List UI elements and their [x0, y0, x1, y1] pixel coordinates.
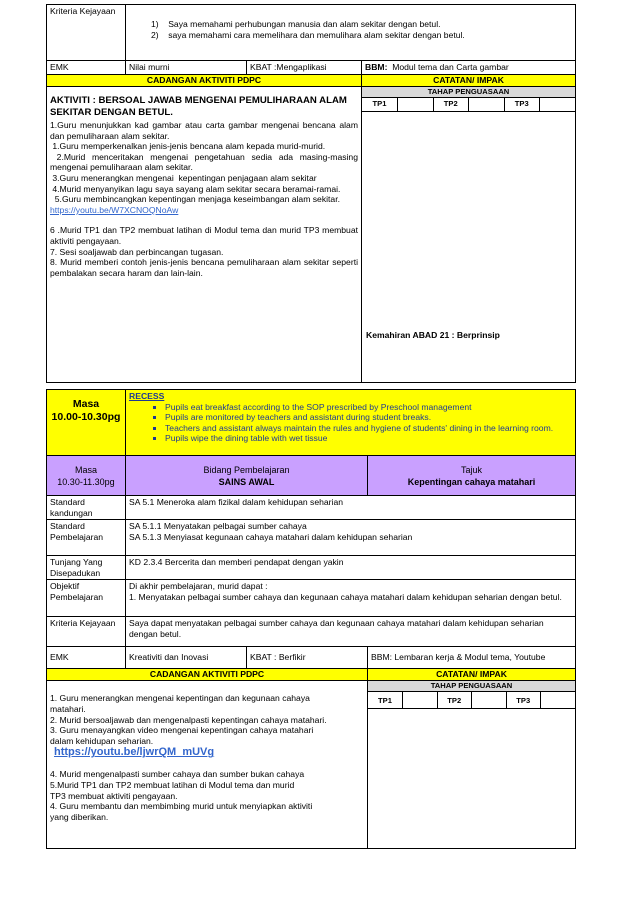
lesson-table-2 — [46, 455, 576, 849]
tajuk-label: Tajuk — [460, 465, 482, 475]
activity-line: 2.Murid menceritakan mengenai pengetahuan sedia ada masing-masing mengenai pemuliharaan alam sekitar. — [50, 151, 361, 173]
row-label: Objektif Pembelajaran — [47, 580, 126, 617]
cadangan-header: CADANGAN AKTIVITI PDPC — [47, 669, 368, 681]
cadangan-header: CADANGAN AKTIVITI PDPC — [47, 75, 362, 87]
bidang-value: SAINS AWAL — [218, 477, 275, 487]
bbm-value: BBM: Lembaran kerja & Modul tema, Youtube — [368, 647, 576, 669]
activity-line: 4. Guru membantu dan membimbing murid untuk menyiapkan aktiviti yang diberikan. — [50, 801, 313, 822]
tp3-box — [541, 692, 576, 708]
recess-table — [46, 389, 576, 456]
kriteria-item: 2) saya memahami cara memelihara dan memulihara alam sekitar dengan betul. — [151, 29, 465, 40]
catatan-header: CATATAN/ IMPAK — [368, 669, 576, 681]
bidang-label: Bidang Pembelajaran — [203, 465, 290, 475]
kbat-value: KBAT :Mengaplikasi — [247, 61, 362, 75]
activity-line: 1.Guru memperkenalkan jenis-jenis bencana alam kepada murid-murid. — [50, 141, 326, 152]
activity-line: 1.Guru menunjukkan kad gambar atau carta gambar mengenai bencana alam dan pemuliharaan alam sekitar. — [50, 120, 358, 141]
row-value: SA 5.1.1 Menyatakan pelbagai sumber cahaya SA 5.1.3 Menyiasat kegunaan cahaya matahari dalam kehidupan seharian — [126, 520, 576, 556]
masa-cell — [47, 456, 126, 496]
aktiviti-cell — [47, 87, 362, 383]
tajuk-value: Kepentingan cahaya matahari — [407, 477, 536, 487]
list-item: ▪ Pupils are monitored by teachers and assistant during student breaks. — [165, 412, 572, 423]
kriteria-cell — [126, 5, 576, 61]
masa-label: Masa — [74, 465, 97, 475]
kbat-value: KBAT : Berfikir — [247, 647, 368, 669]
activity-line: 2. Murid bersoaljawab dan mengenalpasti kepentingan cahaya matahari. — [50, 714, 327, 725]
emk-value: Kreativiti dan Inovasi — [126, 647, 247, 669]
tp2-box — [472, 692, 507, 708]
kriteria-label: Kriteria Kejayaan — [47, 5, 126, 61]
lesson-table-1 — [46, 4, 576, 383]
activity-line: 4.Murid menyanyikan lagu saya sayang alam sekitar secara beramai-ramai. — [50, 183, 341, 194]
catatan-cell — [368, 681, 576, 849]
aktiviti-cell — [47, 681, 368, 849]
spacer — [50, 759, 364, 769]
recess-cell — [126, 390, 576, 456]
tp2-label: TP2 — [437, 692, 472, 708]
bbm-value: Modul tema dan Carta gambar — [387, 62, 509, 72]
catatan-cell — [362, 87, 576, 383]
list-item: ▪ Teachers and assistant always maintain the rules and hygiene of students' dining in the learning room. — [165, 423, 572, 434]
row-value: KD 2.3.4 Bercerita dan memberi pendapat dengan yakin — [126, 556, 576, 580]
activity-line: 8. Murid memberi contoh jenis-jenis bencana pemuliharaan alam sekitar seperti pembalakan secara haram dan lain-lain. — [50, 257, 358, 278]
activity-line: 7. Sesi soaljawab dan perbincangan tugasan. — [50, 246, 224, 257]
tp1-label: TP1 — [368, 692, 403, 708]
emk-label: EMK — [47, 61, 126, 75]
masa-label: Masa — [72, 398, 100, 410]
bbm-cell — [362, 61, 576, 75]
kriteria-item: 1) Saya memahami perhubungan manusia dan alam sekitar dengan betul. — [151, 19, 441, 29]
aktiviti-title: AKTIVITI : BERSOAL JAWAB MENGENAI PEMULIHARAAN ALAM SEKITAR DENGAN BETUL. — [50, 95, 347, 118]
spacer — [50, 215, 358, 225]
emk-value: Nilai murni — [126, 61, 247, 75]
row-label: Standard Pembelajaran — [47, 520, 126, 556]
row-label: Tunjang Yang Disepadukan — [47, 556, 126, 580]
bidang-cell — [126, 456, 368, 496]
tahap-header: TAHAP PENGUASAAN — [368, 681, 575, 692]
tp2-box — [469, 98, 505, 111]
tp1-box — [398, 98, 434, 111]
kemahiran-abad: Kemahiran ABAD 21 : Berprinsip — [366, 330, 500, 340]
tp-table — [362, 98, 575, 112]
youtube-link[interactable]: https://youtu.be/ljwrQM_mUVg — [54, 746, 215, 759]
tajuk-cell — [368, 456, 576, 496]
activity-line: 3.Guru menerangkan mengenai kepentingan penjagaan alam sekitar — [50, 172, 317, 183]
activity-line: 1. Guru menerangkan mengenai kepentingan dan kegunaan cahaya matahari. — [50, 693, 310, 714]
list-item: ▪ Pupils eat breakfast according to the SOP prescribed by Preschool management — [165, 402, 572, 413]
activity-line: 6 .Murid TP1 dan TP2 membuat latihan di Modul tema dan murid TP3 membuat aktiviti pengayaan. — [50, 225, 358, 246]
recess-list — [129, 402, 572, 444]
row-value: SA 5.1 Meneroka alam fizikal dalam kehidupan seharian — [126, 496, 576, 520]
row-label: Standard kandungan — [47, 496, 126, 520]
activity-line: 3. Guru menayangkan video mengenai kepentingan cahaya matahari dalam kehidupan seharian. — [50, 725, 314, 746]
youtube-link[interactable]: https://youtu.be/W7XCNOQNoAw — [50, 204, 179, 215]
activity-line: 5.Murid TP1 dan TP2 membuat latihan di Modul tema dan murid TP3 membuat aktiviti pengayaan. — [50, 779, 295, 801]
masa-time: 10.00-10.30pg — [51, 411, 121, 423]
tp3-label: TP3 — [506, 692, 541, 708]
bbm-label: BBM: — [365, 62, 388, 72]
activity-line: 5.Guru membincangkan kepentingan menjaga keseimbangan alam sekitar. — [50, 194, 340, 205]
catatan-header: CATATAN/ IMPAK — [362, 75, 576, 87]
row-value: Di akhir pembelajaran, murid dapat : 1. Menyatakan pelbagai sumber cahaya dan kegunaan cahaya matahari dalam kehidupan seharian dengan betul. — [126, 580, 576, 617]
tp-table — [368, 692, 575, 709]
list-item: ▪ Pupils wipe the dining table with wet tissue — [165, 433, 572, 444]
tp3-box — [540, 98, 576, 111]
masa-time: 10.30-11.30pg — [57, 477, 115, 487]
tp1-label: TP1 — [362, 98, 398, 111]
tp2-label: TP2 — [433, 98, 469, 111]
tp1-box — [403, 692, 438, 708]
emk-label: EMK — [47, 647, 126, 669]
tp3-label: TP3 — [504, 98, 540, 111]
tahap-header: TAHAP PENGUASAAN — [362, 87, 575, 98]
row-value: Saya dapat menyatakan pelbagai sumber cahaya dan kegunaan cahaya matahari dalam kehidupan seharian dengan betul. — [126, 617, 576, 647]
recess-title: RECESS — [129, 391, 165, 401]
activity-line: 4. Murid mengenalpasti sumber cahaya dan sumber bukan cahaya — [50, 769, 305, 780]
recess-masa-cell — [47, 390, 126, 456]
row-label: Kriteria Kejayaan — [47, 617, 126, 647]
